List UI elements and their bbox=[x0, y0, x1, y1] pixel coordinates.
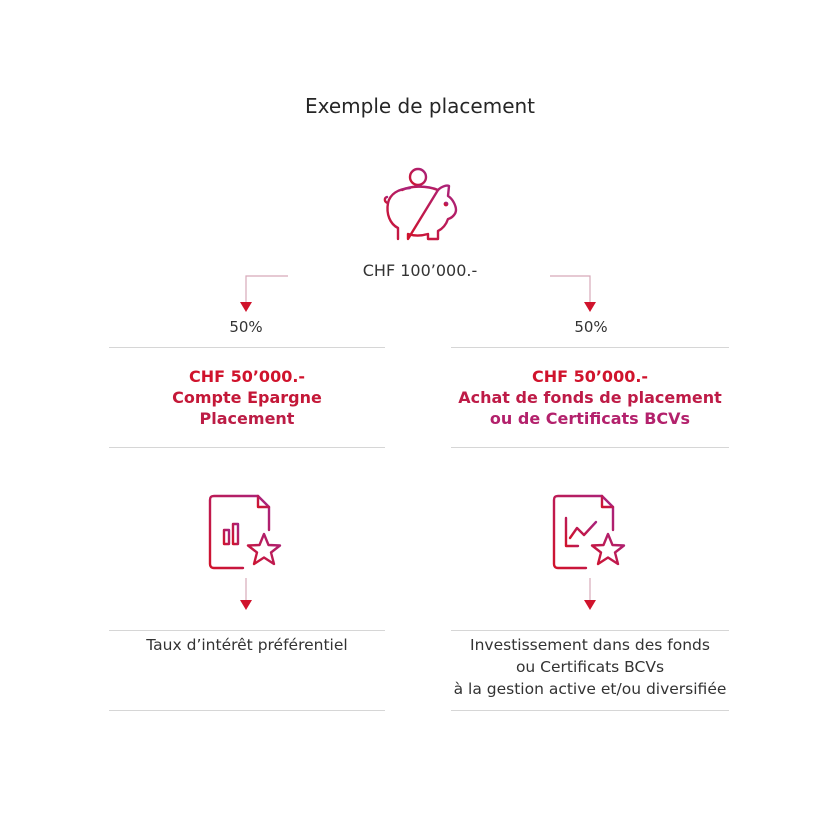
branch-left-description bbox=[109, 634, 385, 656]
highlight-line: CHF 50’000.- bbox=[188, 367, 306, 386]
connector-left bbox=[240, 276, 288, 312]
description-line: ou Certificats BCVs bbox=[515, 658, 665, 676]
description-line: à la gestion active et/ou diversifiée bbox=[453, 680, 727, 698]
divider bbox=[451, 630, 729, 631]
highlight-line: ou de Certificats BCVs bbox=[489, 409, 691, 428]
arrow-left-down bbox=[240, 578, 252, 610]
divider bbox=[451, 447, 729, 448]
total-amount: CHF 100’000.- bbox=[362, 261, 478, 280]
arrow-right-down bbox=[584, 578, 596, 610]
divider bbox=[109, 347, 385, 348]
divider bbox=[109, 710, 385, 711]
description-line: Taux d’intérêt préférentiel bbox=[146, 636, 348, 654]
diagram-title: Exemple de placement bbox=[304, 94, 536, 118]
branch-right-description bbox=[451, 634, 729, 700]
highlight-line: Placement bbox=[199, 409, 295, 428]
highlight-line: Achat de fonds de placement bbox=[458, 388, 722, 407]
divider bbox=[451, 347, 729, 348]
highlight-line: CHF 50’000.- bbox=[531, 367, 649, 386]
document-bar-chart-star-icon bbox=[210, 496, 280, 568]
connector-right bbox=[550, 276, 596, 312]
highlight-line: Compte Epargne bbox=[172, 388, 322, 407]
divider bbox=[109, 630, 385, 631]
branch-left-highlight bbox=[109, 366, 385, 429]
description-line: Investissement dans des fonds bbox=[470, 636, 710, 654]
branch-left-percent: 50% bbox=[229, 318, 263, 336]
piggy-bank-icon bbox=[385, 169, 456, 239]
document-line-chart-star-icon bbox=[554, 496, 624, 568]
branch-right-highlight bbox=[451, 366, 729, 429]
branch-right-percent: 50% bbox=[574, 318, 608, 336]
divider bbox=[451, 710, 729, 711]
divider bbox=[109, 447, 385, 448]
